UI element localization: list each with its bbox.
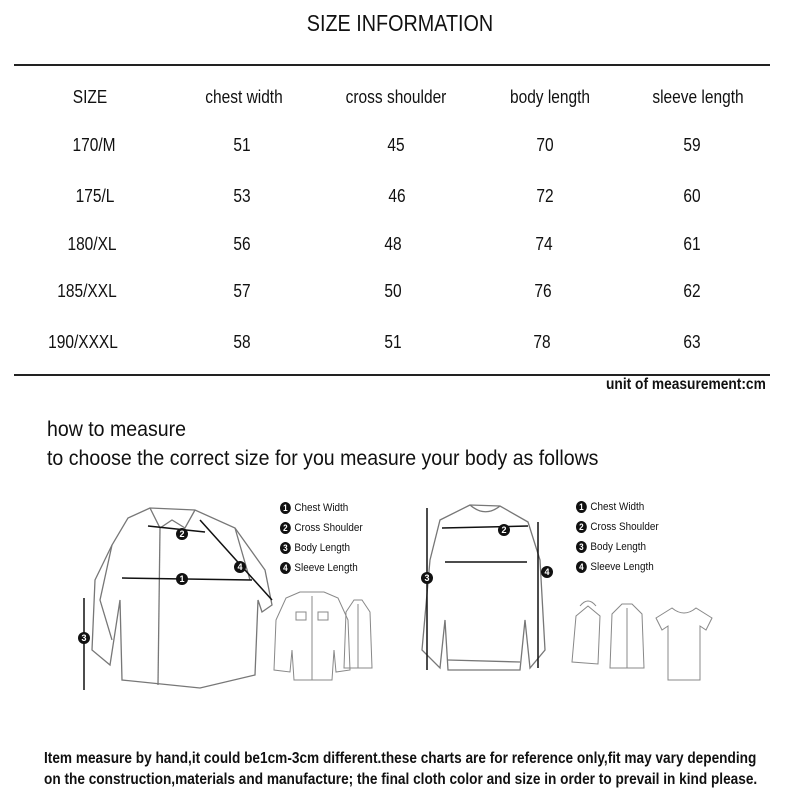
- unit-note: unit of measurement:cm: [606, 376, 766, 393]
- legend-label: Chest Width: [294, 502, 349, 514]
- table-cell-shoulder: 48: [384, 234, 402, 254]
- number-2-icon: 2: [576, 521, 587, 533]
- legend-item: [576, 517, 659, 537]
- table-cell-chest: 51: [233, 135, 251, 155]
- table-cell-shoulder: 45: [387, 135, 405, 155]
- table-cell-shoulder: 46: [388, 186, 406, 206]
- marker-cross-shoulder-icon: 2: [498, 524, 510, 536]
- legend-label: Body Length: [294, 542, 351, 554]
- header-chest-width: chest width: [205, 87, 283, 107]
- table-cell-length: 72: [536, 186, 554, 206]
- table-cell-shoulder: 50: [384, 281, 402, 301]
- legend-item: [280, 498, 363, 518]
- marker-sleeve-length-icon: 4: [234, 561, 246, 573]
- legend-label: Body Length: [590, 541, 647, 553]
- legend-item: [576, 537, 659, 557]
- legend-label: Cross Shoulder: [294, 522, 363, 534]
- number-1-icon: 1: [280, 502, 291, 514]
- measurement-legend-right: [576, 497, 668, 577]
- disclaimer-line: on the construction,materials and manufacture; the final cloth color and size in order to prevail in kind please.: [44, 771, 758, 788]
- legend-item: [280, 518, 363, 538]
- table-cell-chest: 53: [233, 186, 251, 206]
- howto-heading: how to measure: [47, 418, 186, 441]
- table-cell-length: 70: [536, 135, 554, 155]
- legend-label: Sleeve Length: [590, 561, 654, 573]
- table-cell-chest: 58: [233, 332, 251, 352]
- legend-item: [576, 497, 659, 517]
- legend-label: Sleeve Length: [294, 562, 358, 574]
- table-cell-size: 180/XL: [67, 234, 117, 254]
- table-cell-size: 185/XXL: [57, 281, 117, 301]
- disclaimer: [44, 748, 758, 790]
- table-cell-size: 170/M: [72, 135, 116, 155]
- marker-body-length-icon: 3: [421, 572, 433, 584]
- table-cell-shoulder: 51: [384, 332, 402, 352]
- page-title: SIZE INFORMATION: [306, 10, 494, 36]
- table-cell-sleeve: 62: [683, 281, 701, 301]
- table-cell-length: 74: [535, 234, 553, 254]
- table-cell-sleeve: 59: [683, 135, 701, 155]
- header-size: SIZE: [72, 87, 108, 107]
- number-3-icon: 3: [576, 541, 587, 553]
- number-4-icon: 4: [576, 561, 587, 573]
- marker-chest-width-icon: 1: [176, 573, 188, 585]
- legend-item: [280, 538, 363, 558]
- measurement-legend-left: [280, 498, 372, 578]
- number-1-icon: 1: [576, 501, 587, 513]
- header-cross-shoulder: cross shoulder: [345, 87, 447, 107]
- number-3-icon: 3: [280, 542, 291, 554]
- legend-item: [280, 558, 363, 578]
- table-cell-size: 190/XXXL: [48, 332, 118, 352]
- disclaimer-line: Item measure by hand,it could be1cm-3cm different.these charts are for reference only,fit may vary depending: [44, 750, 757, 767]
- header-body-length: body length: [509, 87, 591, 107]
- marker-cross-shoulder-icon: 2: [176, 528, 188, 540]
- legend-label: Cross Shoulder: [590, 521, 659, 533]
- legend-item: [576, 557, 659, 577]
- legend-label: Chest Width: [590, 501, 645, 513]
- table-cell-sleeve: 61: [683, 234, 701, 254]
- table-cell-sleeve: 60: [683, 186, 701, 206]
- table-cell-chest: 56: [233, 234, 251, 254]
- number-2-icon: 2: [280, 522, 291, 534]
- howto-instructions: to choose the correct size for you measure your body as follows: [47, 447, 599, 470]
- marker-body-length-icon: 3: [78, 632, 90, 644]
- marker-sleeve-length-icon: 4: [541, 566, 553, 578]
- table-cell-length: 78: [533, 332, 551, 352]
- table-cell-size: 175/L: [75, 186, 115, 206]
- header-sleeve-length: sleeve length: [652, 87, 744, 107]
- table-cell-chest: 57: [233, 281, 251, 301]
- number-4-icon: 4: [280, 562, 291, 574]
- table-cell-sleeve: 63: [683, 332, 701, 352]
- table-cell-length: 76: [534, 281, 552, 301]
